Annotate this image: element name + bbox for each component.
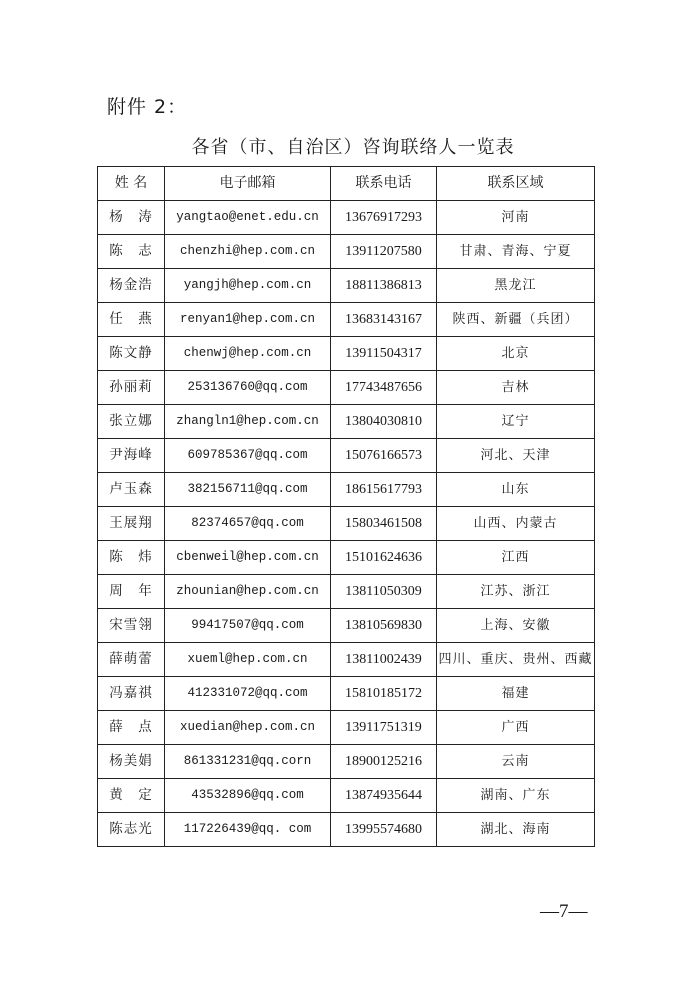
contact-phone: 15076166573 (331, 439, 437, 473)
contact-phone: 13911751319 (331, 711, 437, 745)
contact-email: chenzhi@hep.com.cn (165, 235, 331, 269)
contact-name: 杨美娟 (98, 745, 165, 779)
contact-phone: 13911207580 (331, 235, 437, 269)
contact-name: 宋雪翎 (98, 609, 165, 643)
contact-name: 陈 炜 (98, 541, 165, 575)
contact-phone: 15803461508 (331, 507, 437, 541)
contact-email: 82374657@qq.com (165, 507, 331, 541)
contact-email: zhangln1@hep.com.cn (165, 405, 331, 439)
contact-region: 云南 (437, 745, 595, 779)
contact-region: 陕西、新疆（兵团） (437, 303, 595, 337)
contact-email: yangjh@hep.com.cn (165, 269, 331, 303)
contact-region: 江西 (437, 541, 595, 575)
table-row (98, 473, 595, 507)
contact-name: 孙丽莉 (98, 371, 165, 405)
table-row (98, 405, 595, 439)
contact-phone: 18615617793 (331, 473, 437, 507)
contact-phone: 13874935644 (331, 779, 437, 813)
contact-email: 253136760@qq.com (165, 371, 331, 405)
contact-region: 广西 (437, 711, 595, 745)
contact-email: renyan1@hep.com.cn (165, 303, 331, 337)
contact-name: 任 燕 (98, 303, 165, 337)
table-row (98, 779, 595, 813)
contact-phone: 13811050309 (331, 575, 437, 609)
contact-name: 薛萌蕾 (98, 643, 165, 677)
contact-name: 薛 点 (98, 711, 165, 745)
page-title: 各省（市、自治区）咨询联络人一览表 (191, 137, 515, 158)
contact-phone: 18900125216 (331, 745, 437, 779)
contact-phone: 13995574680 (331, 813, 437, 847)
contact-email: cbenweil@hep.com.cn (165, 541, 331, 575)
contact-email: xuedian@hep.com.cn (165, 711, 331, 745)
table-header-row (98, 167, 595, 201)
contact-region: 河南 (437, 201, 595, 235)
contact-region: 黑龙江 (437, 269, 595, 303)
contact-phone: 13676917293 (331, 201, 437, 235)
contact-region: 福建 (437, 677, 595, 711)
contact-name: 陈 志 (98, 235, 165, 269)
table-row (98, 371, 595, 405)
contact-phone: 13810569830 (331, 609, 437, 643)
contact-region: 山东 (437, 473, 595, 507)
contact-phone: 13804030810 (331, 405, 437, 439)
contact-name: 卢玉森 (98, 473, 165, 507)
table-row (98, 609, 595, 643)
contact-phone: 18811386813 (331, 269, 437, 303)
table-row (98, 541, 595, 575)
contact-phone: 13811002439 (331, 643, 437, 677)
contact-name: 张立娜 (98, 405, 165, 439)
contact-region: 湖北、海南 (437, 813, 595, 847)
header-name: 姓 名 (98, 167, 165, 201)
contact-phone: 17743487656 (331, 371, 437, 405)
contact-region: 北京 (437, 337, 595, 371)
contact-phone: 13911504317 (331, 337, 437, 371)
table-row (98, 439, 595, 473)
contact-email: chenwj@hep.com.cn (165, 337, 331, 371)
table-row (98, 575, 595, 609)
contact-region: 江苏、浙江 (437, 575, 595, 609)
contact-region: 山西、内蒙古 (437, 507, 595, 541)
header-phone: 联系电话 (331, 167, 437, 201)
table-row (98, 303, 595, 337)
contact-name: 冯嘉祺 (98, 677, 165, 711)
attachment-label: 附件 2： (107, 96, 188, 118)
contact-email: 861331231@qq.corn (165, 745, 331, 779)
table-row (98, 745, 595, 779)
contact-region: 湖南、广东 (437, 779, 595, 813)
contact-region: 吉林 (437, 371, 595, 405)
contact-name: 杨 涛 (98, 201, 165, 235)
table-row (98, 507, 595, 541)
table-row (98, 711, 595, 745)
contact-name: 黄 定 (98, 779, 165, 813)
table-row (98, 201, 595, 235)
table-row (98, 337, 595, 371)
table-row (98, 235, 595, 269)
contact-email: 99417507@qq.com (165, 609, 331, 643)
table-row (98, 269, 595, 303)
contact-region: 四川、重庆、贵州、西藏 (437, 643, 595, 677)
contact-region: 上海、安徽 (437, 609, 595, 643)
contact-email: xueml@hep.com.cn (165, 643, 331, 677)
contact-email: 412331072@qq.com (165, 677, 331, 711)
contact-name: 周 年 (98, 575, 165, 609)
contact-name: 杨金浩 (98, 269, 165, 303)
contact-region: 辽宁 (437, 405, 595, 439)
contact-phone: 15101624636 (331, 541, 437, 575)
contact-email: 43532896@qq.com (165, 779, 331, 813)
contact-phone: 13683143167 (331, 303, 437, 337)
table-row (98, 643, 595, 677)
contact-region: 河北、天津 (437, 439, 595, 473)
contact-region: 甘肃、青海、宁夏 (437, 235, 595, 269)
contact-email: 382156711@qq.com (165, 473, 331, 507)
table-row (98, 813, 595, 847)
contact-email: 609785367@qq.com (165, 439, 331, 473)
page-number: —7— (540, 901, 588, 922)
contact-name: 陈文静 (98, 337, 165, 371)
contact-name: 陈志光 (98, 813, 165, 847)
contact-name: 尹海峰 (98, 439, 165, 473)
header-region: 联系区域 (437, 167, 595, 201)
contact-email: 117226439@qq. com (165, 813, 331, 847)
contact-email: zhounian@hep.com.cn (165, 575, 331, 609)
contact-table (97, 166, 595, 847)
header-email: 电子邮箱 (165, 167, 331, 201)
contact-name: 王展翔 (98, 507, 165, 541)
contact-email: yangtao@enet.edu.cn (165, 201, 331, 235)
contact-phone: 15810185172 (331, 677, 437, 711)
table-row (98, 677, 595, 711)
